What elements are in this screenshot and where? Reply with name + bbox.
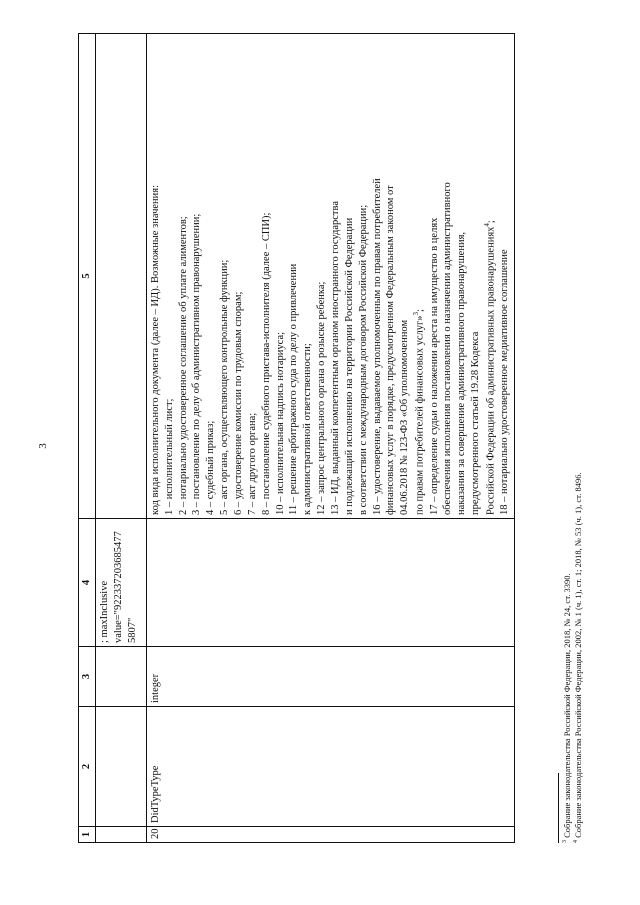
values-list (163, 37, 512, 515)
header-col-2: 2 (79, 707, 96, 827)
table-header-row (79, 34, 96, 843)
page-number: 3 (36, 443, 49, 449)
footnotes (558, 33, 584, 843)
max-inclusive-cell: ; maxInclusive value="922337203685477 5807" (95, 519, 146, 647)
list-item: 11 – решение арбитражного суда по делу о привлечении (288, 263, 300, 515)
list-item: и подлежащий исполнению на территории Российской Федерации (343, 217, 355, 515)
table-row (146, 34, 514, 843)
description-intro: код вида исполнительного документа (далее – ИД). Возможные значения: (149, 184, 161, 515)
list-item: Российской Федерации об административных правонарушениях$^4$; (482, 220, 497, 515)
footnote-divider (558, 773, 559, 843)
list-item: 16 – удостоверение, выдаваемое уполномоченным по правам потребителей (371, 178, 383, 515)
list-item: финансовых услуг в порядке, предусмотренном Федеральным законом от (385, 185, 397, 515)
row-number: 20 (146, 827, 514, 843)
list-item: по правам потребителей финансовых услуг»$^3$; (412, 309, 426, 515)
footnote-4: $^4$ Собрание законодательства Российской Федерации, 2002, № 1 (ч. 1), ст. 1; 2018, № 53 (ч. 1), ст. 8496. (573, 472, 584, 843)
list-item: 13 – ИД, выданный компетентным органом иностранного государства (330, 201, 342, 515)
rotated-document-body (78, 33, 618, 843)
list-item: 2 – нотариально удостоверенное соглашение об уплате алиментов; (177, 216, 189, 515)
list-item: 17 – определение судьи о наложении ареста на имущество в целях (428, 217, 440, 515)
element-type: integer (146, 647, 514, 707)
restriction-cell (146, 519, 514, 647)
list-item: 5 – акт органа, осуществляющего контрольные функции; (219, 259, 231, 515)
list-item: 1 – исполнительный лист; (163, 398, 175, 515)
list-item: в соответствии с международным договором Российской Федерации; (357, 204, 369, 515)
list-item: 04.06.2018 № 123-ФЗ «Об уполномоченном (399, 319, 411, 515)
header-col-3: 3 (79, 647, 96, 707)
list-item: 3 – постановление по делу об административном правонарушении; (191, 213, 203, 515)
list-item: 12 – запрос центрального органа о розыске ребенка; (316, 281, 328, 515)
list-item: 4 – судебный приказ; (205, 420, 217, 515)
header-col-4: 4 (79, 519, 96, 647)
list-item: 10 – исполнительная надпись нотариуса; (274, 331, 286, 515)
list-item: к административной ответственности; (302, 343, 314, 515)
header-col-1: 1 (79, 827, 96, 843)
footnote-3: $^3$ Собрание законодательства Российской Федерации, 2018, № 24, ст. 3390. (562, 573, 572, 843)
footnote-reference: 4 (482, 223, 491, 227)
header-col-5: 5 (79, 34, 96, 519)
list-item: 6 – удостоверение комиссии по трудовым спорам; (233, 291, 245, 515)
list-item: обеспечения исполнения постановления о назначении административного (442, 182, 454, 515)
list-item: предусмотренного статьей 19.28 Кодекса (470, 331, 482, 515)
list-item: наказания за совершение административного правонарушения, (456, 231, 468, 515)
footnote-reference: 3 (412, 311, 421, 316)
list-item: 7 – акт другого органа; (246, 412, 258, 515)
table-row-continuation (95, 34, 146, 843)
element-name: DidTypeType (146, 707, 514, 827)
list-item: 8 – постановление судебного пристава-исполнителя (далее – СПИ); (260, 212, 272, 515)
description-cell (146, 34, 514, 519)
data-table (78, 33, 515, 843)
list-item: 18 – нотариально удостоверенное медиативное соглашение (499, 249, 511, 515)
